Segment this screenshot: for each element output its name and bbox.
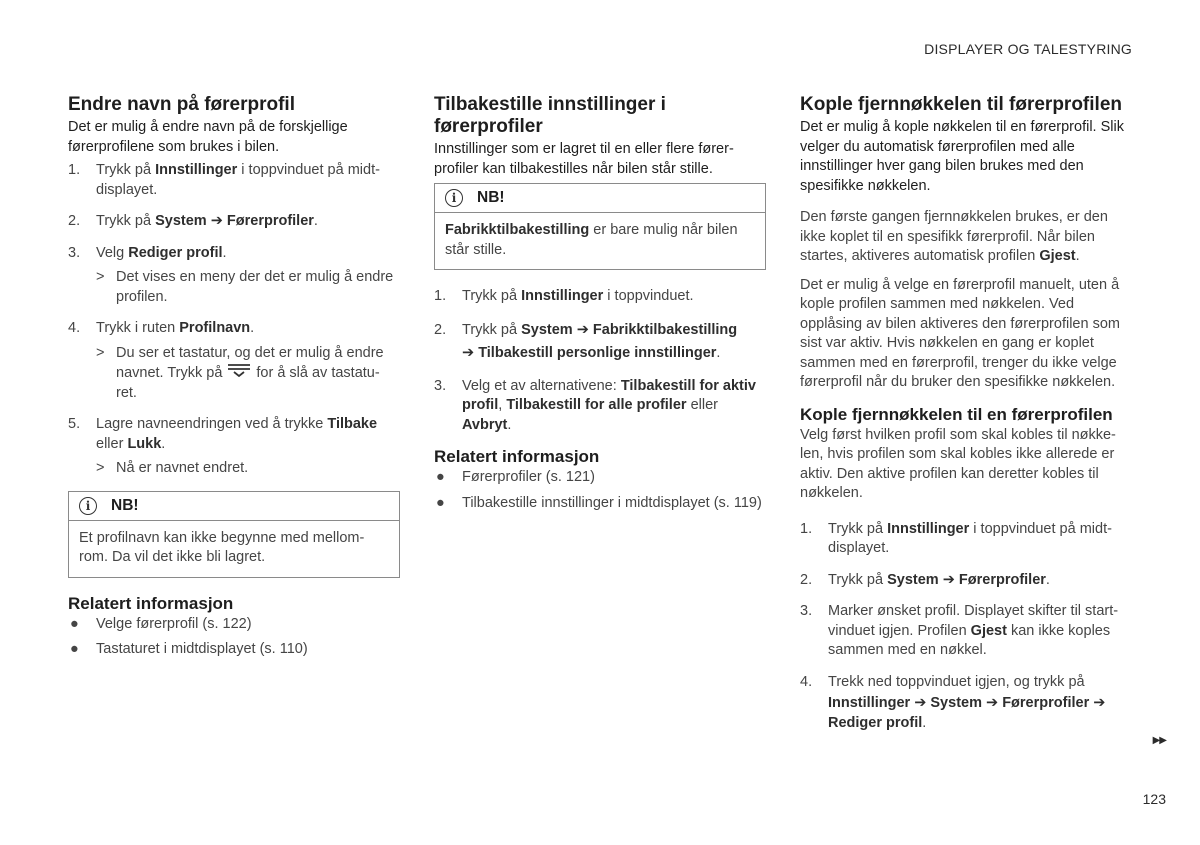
paragraph: Den første gangen fjernnøkkelen brukes, er den ikke koplet til en spesifikk førerprofil. Når bilen startes, aktiveres automatisk profilen Gjest.: [800, 209, 1108, 264]
page-number: 123: [1142, 791, 1166, 807]
paragraph: Det er mulig å velge en førerprofil manuelt, uten å kople profilen sammen med nøkkelen. Ved opplåsing av bilen aktiveres den førerprofilen som sist var aktiv. Hvis nøkkelen en gang er koplet sammen med en førerprofil, trenger du ikke velge førerprofil når du bruker den spesifikke nøkkelen.: [800, 276, 1120, 390]
list-item: 1. Trykk på Innstillinger i toppvinduet på midt-displayet.: [800, 520, 1112, 556]
heading-reset-settings: Tilbakestille innstillinger i førerprofiler: [434, 94, 666, 137]
list-item: 2. Trykk på System ➔ Førerprofiler.: [800, 571, 1050, 588]
related-link[interactable]: ● Velge førerprofil (s. 122): [70, 615, 252, 632]
info-icon: i: [79, 497, 97, 515]
list-item: 2. Trykk på System ➔ Førerprofiler.: [68, 213, 318, 229]
list-item: 1. Trykk på Innstillinger i toppvinduet.: [434, 288, 694, 304]
related-link[interactable]: ● Tilbakestille innstillinger i midtdisplayet (s. 119): [436, 494, 762, 511]
intro-text: Det er mulig å kople nøkkelen til en førerprofil. Slik velger du automatisk førerprofilen med alle innstillinger hver gang bilen brukes med den spesifikke nøkkelen.: [800, 119, 1124, 194]
result-note: > Det vises en meny der det er mulig å endre profilen.: [96, 269, 394, 305]
arrow-right-icon: ➔: [462, 344, 475, 361]
related-link[interactable]: ● Tastaturet i midtdisplayet (s. 110): [70, 641, 308, 658]
subheading-link-key: Kople fjernnøkkelen til en førerprofilen: [800, 404, 1113, 424]
intro-text: Det er mulig å endre navn på de forskjellige førerprofilene som brukes i bilen.: [68, 119, 348, 155]
note-header: i NB!: [435, 184, 765, 213]
list-item: 2. Trykk på System ➔ Fabrikktilbakestilling ➔ Tilbakestill personlige innstillinger.: [434, 321, 738, 361]
list-item: 4. Trykk i ruten Profilnavn. > Du ser et tastatur, og det er mulig å endre navnet. Trykk på for å slå av tastatu-ret.: [68, 319, 400, 403]
arrow-right-icon: ➔: [1093, 695, 1106, 711]
arrow-right-icon: ➔: [942, 571, 955, 588]
note-text: Et profilnavn kan ikke begynne med mellom-rom. Da vil det ikke bli lagret.: [79, 529, 365, 566]
arrow-right-icon: ➔: [576, 321, 589, 338]
arrow-right-icon: ➔: [986, 695, 999, 711]
heading-rename-profile: Endre navn på førerprofil: [68, 94, 295, 115]
list-item: 5. Lagre navneendringen ved å trykke Tilbake eller Lukk. > Nå er navnet endret.: [68, 415, 400, 479]
result-note: > Nå er navnet endret.: [96, 460, 249, 477]
note-box: [434, 183, 766, 270]
related-link[interactable]: ● Førerprofiler (s. 121): [436, 469, 595, 485]
related-heading: Relatert informasjon: [434, 447, 600, 466]
steps-list: [800, 520, 1134, 734]
section-header: DISPLAYER OG TALESTYRING: [924, 41, 1132, 57]
note-box: [68, 491, 400, 578]
arrow-right-icon: ➔: [210, 213, 223, 229]
note-text: Fabrikktilbakestilling er bare mulig når bilen står stille.: [445, 222, 738, 258]
column-rename-profile: [68, 94, 400, 666]
related-heading: Relatert informasjon: [68, 593, 234, 613]
list-item: 3. Velg et av alternativene: Tilbakestill for aktiv profil, Tilbakestill for alle profiler eller Avbryt.: [434, 377, 756, 433]
intro-text: Innstillinger som er lagret til en eller flere fører-profiler kan tilbakestilles når bilen står stille.: [434, 141, 734, 177]
result-note: > Du ser et tastatur, og det er mulig å endre navnet. Trykk på for å slå av tastatu-ret.: [96, 344, 384, 401]
list-item: 3. Velg Rediger profil. > Det vises en meny der det er mulig å endre profilen.: [68, 244, 400, 308]
list-item: 1. Trykk på Innstillinger i toppvinduet på midt-displayet.: [68, 162, 380, 198]
info-icon: i: [445, 189, 463, 207]
column-link-key: [800, 94, 1134, 745]
column-reset-settings: [434, 94, 766, 519]
list-item: 3. Marker ønsket profil. Displayet skifter til start-vinduet igjen. Profilen Gjest kan ikke koples sammen med en nøkkel.: [800, 603, 1119, 658]
continue-icon: ▶▶: [1152, 735, 1166, 746]
related-list: [434, 468, 766, 513]
note-header: i NB!: [69, 492, 399, 521]
heading-link-key: Kople fjernnøkkelen til førerprofilen: [800, 94, 1122, 115]
keyboard-hide-icon: [226, 363, 252, 384]
related-list: [68, 615, 400, 660]
steps-list: [434, 287, 766, 435]
list-item: 4. Trekk ned toppvinduet igjen, og trykk på Innstillinger ➔ System ➔ Førerprofiler ➔ Rediger profil.: [800, 673, 1106, 731]
paragraph: Velg først hvilken profil som skal kobles til nøkke-len, hvis profilen som skal kobles ikke allerede er aktiv. Den aktive profilen kan deretter kobles til nøkkelen.: [800, 426, 1116, 501]
steps-list: [68, 161, 400, 479]
arrow-right-icon: ➔: [914, 695, 927, 711]
